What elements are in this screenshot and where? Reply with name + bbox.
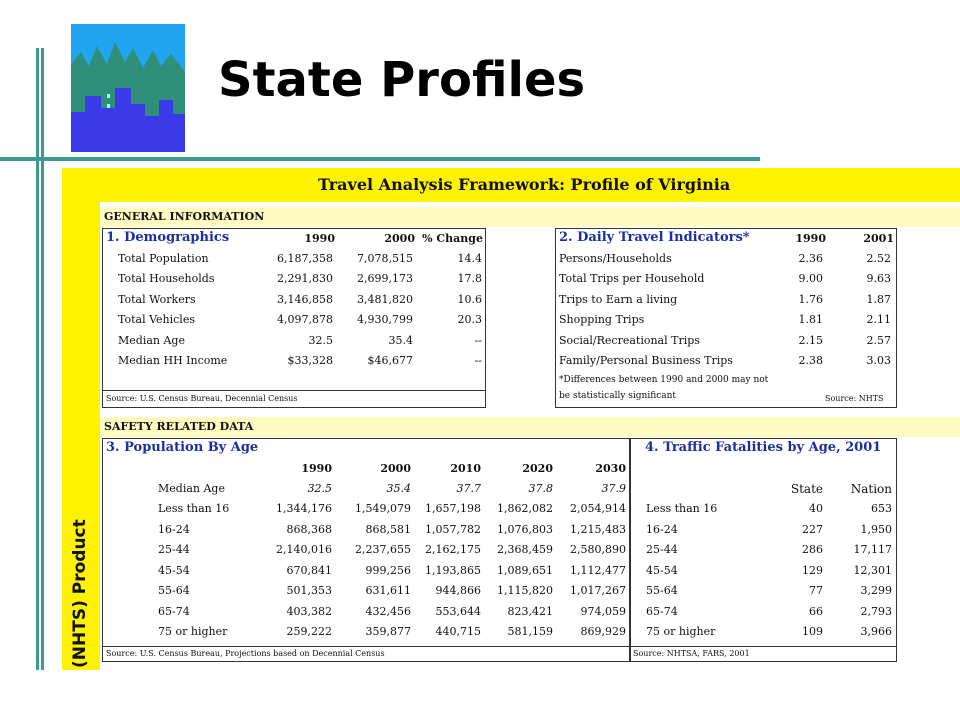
demographics-value-2000: 7,078,515	[357, 252, 413, 265]
travel-value-1990: 9.00	[798, 272, 823, 286]
population-value: 974,059	[580, 604, 626, 618]
population-value: 359,877	[365, 625, 411, 638]
population-row-label: 25-44	[158, 543, 190, 556]
population-value: 259,222	[286, 625, 332, 638]
population-value: 1,076,803	[497, 522, 553, 536]
population-median-value: 37.9	[601, 482, 626, 495]
demographics-col-change: % Change	[422, 232, 483, 245]
travel-value-1990: 2.38	[798, 354, 823, 367]
travel-row-label: Total Trips per Household	[559, 272, 705, 286]
demographics-value-2000: 2,699,173	[357, 272, 413, 286]
travel-value-2001: 3.03	[866, 354, 891, 367]
population-value: 440,715	[435, 625, 481, 638]
population-value: 868,368	[286, 522, 332, 536]
population-value: 1,193,865	[425, 563, 481, 577]
fatalities-col-state: State	[790, 482, 823, 496]
fatalities-source-divider	[631, 646, 896, 647]
population-source-divider	[103, 646, 629, 647]
fatalities-row-label: Less than 16	[646, 502, 718, 515]
fatalities-row-label: 16-24	[646, 522, 678, 536]
population-row-label: 55-64	[158, 584, 190, 597]
population-value: 868,581	[365, 522, 411, 536]
population-value: 581,159	[507, 625, 553, 638]
population-value: 1,215,483	[570, 522, 626, 536]
population-median-label: Median Age	[158, 482, 225, 495]
population-value: 403,382	[286, 604, 332, 618]
fatalities-value-state: 77	[809, 584, 823, 597]
population-value: 1,017,267	[570, 584, 626, 597]
population-value: 2,580,890	[570, 543, 626, 556]
population-value: 2,054,914	[570, 502, 626, 515]
demographics-value-1990: 4,097,878	[277, 313, 333, 327]
fatalities-value-state: 227	[802, 522, 823, 536]
travel-value-1990: 2.36	[798, 252, 823, 265]
travel-value-2001: 2.11	[866, 313, 891, 327]
travel-row-label: Shopping Trips	[559, 313, 645, 327]
demographics-row-label: Total Population	[118, 252, 209, 265]
fatalities-value-nation: 12,301	[853, 563, 892, 577]
profile-title: Travel Analysis Framework: Profile of Virginia	[318, 175, 731, 194]
demographics-row-label: Total Households	[118, 272, 215, 286]
demographics-value-2000: $46,677	[367, 354, 413, 367]
population-value: 631,611	[365, 584, 411, 597]
side-label: (NHTS) Product	[70, 519, 90, 668]
demographics-value-1990: $33,328	[287, 354, 333, 367]
population-value: 2,162,175	[425, 543, 481, 556]
demographics-value-1990: 3,146,858	[277, 292, 333, 306]
travel-row-label: Persons/Households	[559, 252, 672, 265]
population-col-header: 2020	[522, 462, 553, 475]
fatalities-value-nation: 17,117	[853, 543, 892, 556]
profile-title-bar	[100, 168, 960, 202]
population-col-header: 1990	[301, 462, 332, 475]
population-value: 432,456	[365, 604, 411, 618]
travel-note-line1: *Differences between 1990 and 2000 may not	[559, 375, 769, 385]
fatalities-value-nation: 2,793	[860, 604, 892, 618]
safety-data-header: SAFETY RELATED DATA	[104, 420, 254, 433]
population-median-value: 37.8	[528, 482, 553, 495]
population-value: 1,344,176	[276, 502, 332, 515]
population-value: 823,421	[507, 604, 553, 618]
page-title: State Profiles	[218, 52, 586, 108]
travel-value-2001: 9.63	[866, 272, 891, 286]
frame-vertical-bar-inner	[41, 48, 44, 670]
travel-note-line2: be statistically significant	[559, 391, 677, 401]
fatalities-row-label: 75 or higher	[646, 625, 716, 638]
fatalities-row-label: 55-64	[646, 584, 678, 597]
demographics-value-1990: 2,291,830	[277, 272, 333, 286]
population-col-header: 2030	[595, 462, 626, 475]
fatalities-value-nation: 3,299	[860, 584, 892, 597]
fatalities-value-state: 286	[802, 543, 823, 556]
fatalities-value-state: 40	[809, 502, 823, 515]
fatalities-value-nation: 1,950	[860, 522, 892, 536]
demographics-title: 1. Demographics	[106, 230, 230, 245]
demographics-value-2000: 35.4	[388, 333, 413, 347]
population-row-label: 45-54	[158, 563, 190, 577]
travel-value-1990: 2.15	[798, 333, 823, 347]
demographics-col-2000: 2000	[384, 232, 415, 245]
population-age-title: 3. Population By Age	[106, 440, 259, 455]
population-value: 2,237,655	[355, 543, 411, 556]
population-median-value: 37.7	[456, 482, 481, 495]
fatalities-value-state: 129	[802, 563, 823, 577]
fatalities-row-label: 65-74	[646, 604, 678, 618]
population-col-header: 2010	[450, 462, 481, 475]
demographics-source-divider	[103, 390, 485, 391]
population-value: 1,657,198	[425, 502, 481, 515]
travel-row-label: Family/Personal Business Trips	[559, 354, 733, 367]
demographics-value-1990: 32.5	[308, 333, 333, 347]
population-median-value: 32.5	[307, 482, 332, 495]
fatalities-row-label: 25-44	[646, 543, 678, 556]
demographics-row-label: Median HH Income	[118, 354, 228, 367]
population-value: 1,089,651	[497, 563, 553, 577]
population-value: 2,140,016	[276, 543, 332, 556]
travel-value-2001: 2.57	[866, 333, 891, 347]
demographics-row-label: Total Vehicles	[118, 313, 195, 327]
city-skyline-logo	[71, 24, 185, 152]
demographics-value-change: 20.3	[457, 313, 482, 327]
fatalities-value-nation: 653	[871, 502, 892, 515]
population-value: 1,112,477	[570, 563, 626, 577]
demographics-value-change: 14.4	[457, 252, 482, 265]
travel-indicators-title: 2. Daily Travel Indicators*	[559, 230, 750, 245]
demographics-source: Source: U.S. Census Bureau, Decennial Census	[106, 394, 298, 403]
demographics-value-2000: 4,930,799	[357, 313, 413, 327]
travel-value-2001: 1.87	[866, 292, 891, 306]
fatalities-value-nation: 3,966	[860, 625, 892, 638]
frame-vertical-bar	[36, 48, 39, 670]
demographics-row-label: Total Workers	[118, 292, 196, 306]
travel-col-1990: 1990	[795, 232, 826, 245]
population-value: 501,353	[286, 584, 332, 597]
population-median-value: 35.4	[386, 482, 411, 495]
travel-value-1990: 1.81	[798, 313, 823, 327]
fatalities-source: Source: NHTSA, FARS, 2001	[633, 649, 750, 658]
population-row-label: 65-74	[158, 604, 190, 618]
population-col-header: 2000	[380, 462, 411, 475]
demographics-value-change: --	[474, 333, 482, 347]
population-value: 1,549,079	[355, 502, 411, 515]
demographics-col-1990: 1990	[304, 232, 335, 245]
population-age-source: Source: U.S. Census Bureau, Projections based on Decennial Census	[106, 649, 385, 658]
population-value: 1,057,782	[425, 522, 481, 536]
demographics-value-change: 17.8	[457, 272, 482, 286]
demographics-value-1990: 6,187,358	[277, 252, 333, 265]
fatalities-col-nation: Nation	[850, 482, 892, 496]
demographics-row-label: Median Age	[118, 333, 185, 347]
frame-horizontal-bar	[0, 157, 760, 161]
travel-col-2001: 2001	[863, 232, 894, 245]
population-value: 2,368,459	[497, 543, 553, 556]
population-value: 944,866	[435, 584, 481, 597]
population-row-label: 16-24	[158, 522, 190, 536]
population-value: 999,256	[365, 563, 411, 577]
fatalities-value-state: 66	[809, 604, 823, 618]
population-row-label: Less than 16	[158, 502, 230, 515]
fatalities-row-label: 45-54	[646, 563, 678, 577]
demographics-value-change: 10.6	[457, 292, 482, 306]
general-info-header: GENERAL INFORMATION	[104, 210, 265, 223]
travel-row-label: Trips to Earn a living	[559, 292, 678, 306]
fatalities-title: 4. Traffic Fatalities by Age, 2001	[645, 440, 882, 455]
travel-source: Source: NHTS	[825, 394, 884, 403]
travel-value-2001: 2.52	[866, 252, 891, 265]
fatalities-value-state: 109	[802, 625, 823, 638]
population-value: 869,929	[580, 625, 626, 638]
demographics-value-change: --	[474, 354, 482, 367]
travel-value-1990: 1.76	[798, 292, 823, 306]
population-value: 1,115,820	[497, 584, 553, 597]
population-value: 670,841	[286, 563, 332, 577]
population-row-label: 75 or higher	[158, 625, 228, 638]
population-value: 1,862,082	[497, 502, 553, 515]
demographics-value-2000: 3,481,820	[357, 292, 413, 306]
travel-row-label: Social/Recreational Trips	[559, 333, 700, 347]
population-value: 553,644	[435, 604, 481, 618]
